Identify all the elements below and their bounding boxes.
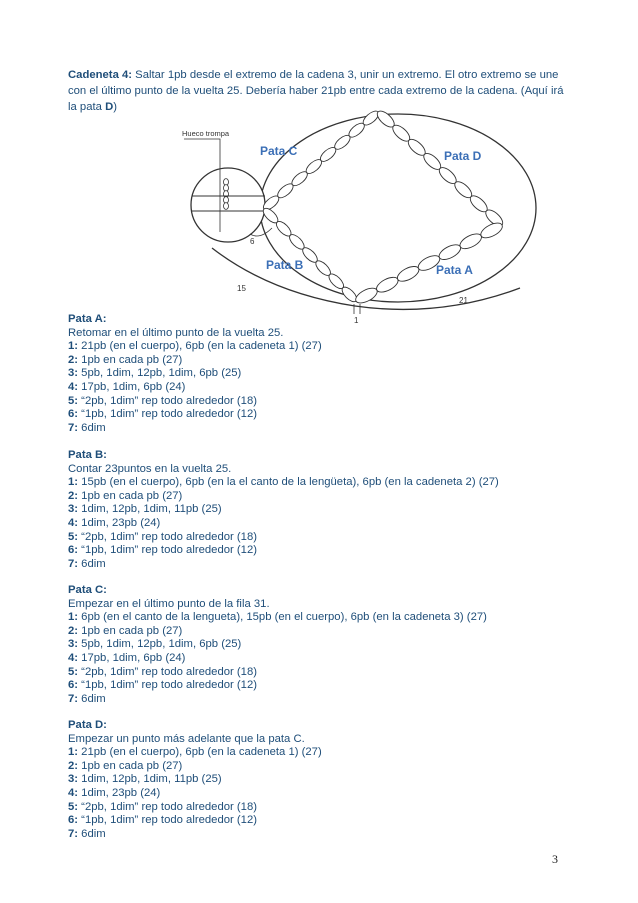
- section-pata-d: [68, 719, 322, 841]
- page-number: 3: [552, 852, 558, 866]
- row-text: “1pb, 1dim” rep todo alrededor (12): [78, 679, 258, 692]
- row-text: “1pb, 1dim” rep todo alrededor (12): [78, 408, 258, 421]
- row-number: 2:: [68, 353, 79, 366]
- section-intro: Empezar en el último punto de la fila 31.: [68, 597, 270, 610]
- section-title: Pata D:: [68, 719, 107, 731]
- row-number: 4:: [68, 380, 79, 393]
- row-text: 1dim, 23pb (24): [78, 516, 161, 529]
- row-text: “2pb, 1dim” rep todo alrededor (18): [78, 800, 258, 813]
- instruction-row: [68, 503, 499, 517]
- num-6-label: 6: [250, 237, 255, 246]
- row-number: 4:: [68, 786, 79, 799]
- row-number: 6:: [68, 814, 79, 827]
- instruction-row: [68, 408, 322, 422]
- row-number: 2:: [68, 489, 79, 502]
- row-text: 1dim, 23pb (24): [78, 786, 161, 799]
- section-intro: Retomar en el último punto de la vuelta 25.: [68, 326, 284, 339]
- section-pata-a: [68, 313, 322, 435]
- instruction-row: [68, 760, 322, 774]
- instruction-row: [68, 638, 487, 652]
- row-text: 1pb en cada pb (27): [78, 353, 183, 366]
- row-number: 3:: [68, 367, 79, 380]
- row-number: 5:: [68, 530, 79, 543]
- row-text: 6dim: [78, 421, 106, 434]
- row-number: 7:: [68, 421, 79, 434]
- body-ellipse: [260, 114, 536, 302]
- cadeneta-4-letter: D: [105, 101, 114, 113]
- row-number: 3:: [68, 638, 79, 651]
- row-text: 1pb en cada pb (27): [78, 759, 183, 772]
- row-number: 1:: [68, 476, 79, 489]
- pata-d-label: Pata D: [444, 149, 482, 163]
- row-text: “2pb, 1dim” rep todo alrededor (18): [78, 530, 258, 543]
- row-number: 7:: [68, 827, 79, 840]
- row-number: 5:: [68, 665, 79, 678]
- chain-stitch: [361, 109, 381, 128]
- instruction-row: [68, 652, 487, 666]
- row-number: 7:: [68, 692, 79, 705]
- instruction-row: [68, 531, 499, 545]
- row-text: “2pb, 1dim” rep todo alrededor (18): [78, 665, 258, 678]
- row-number: 6:: [68, 679, 79, 692]
- instruction-row: [68, 354, 322, 368]
- row-text: 1pb en cada pb (27): [78, 624, 183, 637]
- num-1-label: 1: [354, 316, 359, 325]
- row-number: 6:: [68, 408, 79, 421]
- row-text: 6dim: [78, 692, 106, 705]
- num-21-label: 21: [459, 296, 468, 305]
- row-number: 2:: [68, 624, 79, 637]
- row-text: 6dim: [78, 557, 106, 570]
- row-text: 17pb, 1dim, 6pb (24): [78, 380, 186, 393]
- row-number: 2:: [68, 759, 79, 772]
- pata-c-label: Pata C: [260, 144, 298, 158]
- trunk-stitch: [224, 203, 229, 210]
- row-number: 5:: [68, 800, 79, 813]
- pata-b-label: Pata B: [266, 258, 304, 272]
- section-intro: Contar 23puntos en la vuelta 25.: [68, 462, 232, 475]
- instruction-row: [68, 490, 499, 504]
- hueco-trompa-label: Hueco trompa: [182, 129, 230, 138]
- instruction-row: [68, 395, 322, 409]
- row-text: 6dim: [78, 827, 106, 840]
- instruction-row: [68, 340, 322, 354]
- instruction-row: [68, 801, 322, 815]
- section-pata-b: [68, 449, 499, 571]
- instruction-row: [68, 381, 322, 395]
- cadeneta-4-label: Cadeneta 4:: [68, 69, 133, 81]
- cadeneta-4-text: Saltar 1pb desde el extremo de la cadena 3, unir un extremo. El otro extremo se une con el último punto de la vuelta 25. Debería haber 21pb entre cada extremo de la cadena. (Aquí irá la pata: [68, 69, 564, 113]
- instruction-row: [68, 517, 499, 531]
- instruction-row: [68, 625, 487, 639]
- row-number: 5:: [68, 394, 79, 407]
- section-title: Pata C:: [68, 584, 107, 596]
- row-number: 1:: [68, 746, 79, 759]
- row-text: 5pb, 1dim, 12pb, 1dim, 6pb (25): [78, 638, 242, 651]
- instruction-row: [68, 422, 322, 436]
- row-number: 1:: [68, 611, 79, 624]
- instruction-row: [68, 814, 322, 828]
- instruction-row: [68, 666, 487, 680]
- num-15-label: 15: [237, 284, 246, 293]
- row-text: 1dim, 12pb, 1dim, 11pb (25): [78, 503, 222, 516]
- row-number: 7:: [68, 557, 79, 570]
- section-title: Pata A:: [68, 313, 107, 325]
- chain-stitch: [437, 242, 463, 263]
- instruction-row: [68, 787, 322, 801]
- instruction-row: [68, 611, 487, 625]
- instruction-row: [68, 367, 322, 381]
- row-text: “2pb, 1dim” rep todo alrededor (18): [78, 394, 258, 407]
- row-number: 1:: [68, 340, 79, 353]
- instruction-row: [68, 693, 487, 707]
- row-text: 5pb, 1dim, 12pb, 1dim, 6pb (25): [78, 367, 242, 380]
- cadeneta-4-end: ): [113, 101, 117, 113]
- row-number: 3:: [68, 773, 79, 786]
- row-text: 6pb (en el canto de la lengueta), 15pb (en el cuerpo), 6pb (en la cadeneta 3) (27): [78, 611, 487, 624]
- instruction-row: [68, 828, 322, 842]
- chain-stitch: [374, 274, 400, 295]
- trunk-chain: [224, 179, 229, 210]
- row-number: 4:: [68, 651, 79, 664]
- row-text: 21pb (en el cuerpo), 6pb (en la cadeneta 1) (27): [78, 746, 322, 759]
- pata-a-label: Pata A: [436, 263, 473, 277]
- chain-stitch: [353, 285, 379, 306]
- instruction-row: [68, 558, 499, 572]
- row-number: 6:: [68, 544, 79, 557]
- row-text: 17pb, 1dim, 6pb (24): [78, 651, 186, 664]
- row-text: “1pb, 1dim” rep todo alrededor (12): [78, 814, 258, 827]
- instruction-row: [68, 679, 487, 693]
- instruction-row: [68, 544, 499, 558]
- section-intro: Empezar un punto más adelante que la pata C.: [68, 732, 305, 745]
- row-number: 3:: [68, 503, 79, 516]
- instruction-row: [68, 773, 322, 787]
- instruction-row: [68, 476, 499, 490]
- row-text: 21pb (en el cuerpo), 6pb (en la cadeneta 1) (27): [78, 340, 322, 353]
- chain-stitch: [395, 263, 421, 284]
- section-title: Pata B:: [68, 449, 107, 461]
- row-text: 15pb (en el cuerpo), 6pb (en la el canto de la lengüeta), 6pb (en la cadeneta 2) (27): [78, 476, 499, 489]
- row-text: 1pb en cada pb (27): [78, 489, 183, 502]
- row-text: “1pb, 1dim” rep todo alrededor (12): [78, 544, 258, 557]
- instruction-row: [68, 746, 322, 760]
- row-number: 4:: [68, 516, 79, 529]
- row-text: 1dim, 12pb, 1dim, 11pb (25): [78, 773, 222, 786]
- section-pata-c: [68, 584, 487, 706]
- elephant-body-diagram: [180, 108, 540, 330]
- chain-stitch: [458, 231, 484, 252]
